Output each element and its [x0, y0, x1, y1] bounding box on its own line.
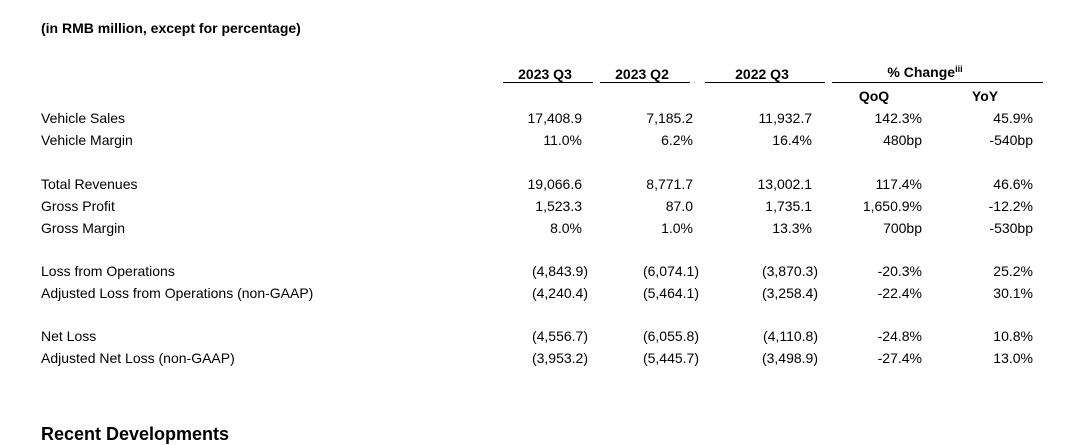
cell-2023q3: (3,953.2) — [531, 350, 588, 366]
cell-yoy: 25.2% — [993, 263, 1033, 279]
header-rule-2022q3 — [705, 82, 825, 83]
header-rule-2023q2 — [600, 82, 690, 83]
cell-qoq: 480bp — [883, 132, 922, 148]
col-header-qoq: QoQ — [858, 88, 890, 104]
col-header-2022q3: 2022 Q3 — [735, 66, 789, 82]
pct-change-label: % Change — [887, 64, 956, 80]
cell-2023q3: 8.0% — [550, 220, 582, 236]
row-label: Vehicle Margin — [41, 132, 133, 148]
cell-2023q3: 19,066.6 — [527, 176, 582, 192]
cell-2022q3: 16.4% — [772, 132, 812, 148]
row-label: Loss from Operations — [41, 263, 175, 279]
cell-2022q3: (4,110.8) — [763, 328, 818, 344]
col-header-2023q3: 2023 Q3 — [518, 66, 572, 82]
cell-yoy: -530bp — [989, 220, 1033, 236]
cell-2023q2: (5,445.7) — [642, 350, 699, 366]
cell-2022q3: 11,932.7 — [758, 110, 812, 126]
cell-2022q3: 13,002.1 — [757, 176, 812, 192]
cell-2023q2: 1.0% — [661, 220, 693, 236]
cell-yoy: 30.1% — [993, 285, 1033, 301]
cell-2023q3: 17,408.9 — [527, 110, 582, 126]
cell-2023q3: 1,523.3 — [535, 198, 582, 214]
row-label: Adjusted Loss from Operations (non-GAAP) — [41, 285, 314, 301]
cell-yoy: -12.2% — [988, 198, 1033, 214]
header-rule-pct-change — [832, 82, 1043, 83]
cell-2023q2: 7,185.2 — [646, 110, 693, 126]
cell-qoq: 142.3% — [874, 110, 922, 126]
cell-2023q2: 87.0 — [665, 198, 693, 214]
row-label: Adjusted Net Loss (non-GAAP) — [41, 350, 235, 366]
cell-qoq: 700bp — [883, 220, 922, 236]
cell-2023q3: 11.0% — [543, 132, 582, 148]
cell-qoq: 117.4% — [875, 176, 922, 192]
cell-2022q3: 13.3% — [772, 220, 812, 236]
units-note: (in RMB million, except for percentage) — [41, 20, 301, 36]
cell-yoy: -540bp — [989, 132, 1033, 148]
cell-qoq: -20.3% — [877, 263, 922, 279]
row-label: Total Revenues — [41, 176, 138, 192]
col-header-yoy: YoY — [971, 88, 999, 104]
cell-2023q3: (4,843.9) — [531, 263, 588, 279]
cell-2022q3: (3,498.9) — [761, 350, 818, 366]
row-label: Gross Margin — [41, 220, 126, 236]
col-header-pct-change — [860, 64, 990, 80]
cell-2023q2: 6.2% — [661, 132, 693, 148]
header-rule-2023q3 — [503, 82, 593, 83]
cell-yoy: 13.0% — [993, 350, 1033, 366]
cell-qoq: -27.4% — [877, 350, 922, 366]
cell-2023q2: (6,055.8) — [642, 328, 699, 344]
cell-yoy: 46.6% — [993, 176, 1033, 192]
cell-yoy: 10.8% — [993, 328, 1033, 344]
pct-change-footnote: iii — [955, 64, 963, 74]
cell-2023q2: 8,771.7 — [646, 176, 693, 192]
next-section-heading: Recent Developments — [41, 424, 230, 444]
cell-yoy: 45.9% — [993, 110, 1033, 126]
cell-qoq: -22.4% — [877, 285, 922, 301]
row-label: Vehicle Sales — [41, 110, 126, 126]
col-header-2023q2: 2023 Q2 — [615, 66, 669, 82]
cell-qoq: -24.8% — [877, 328, 922, 344]
cell-2023q3: (4,240.4) — [531, 285, 588, 301]
cell-2022q3: 1,735.1 — [765, 198, 812, 214]
row-label: Gross Profit — [41, 198, 115, 214]
row-label: Net Loss — [41, 328, 97, 344]
cell-2022q3: (3,258.4) — [761, 285, 818, 301]
cell-2023q3: (4,556.7) — [531, 328, 588, 344]
cell-2023q2: (6,074.1) — [642, 263, 699, 279]
cell-qoq: 1,650.9% — [862, 198, 922, 214]
cell-2023q2: (5,464.1) — [642, 285, 699, 301]
cell-2022q3: (3,870.3) — [761, 263, 818, 279]
